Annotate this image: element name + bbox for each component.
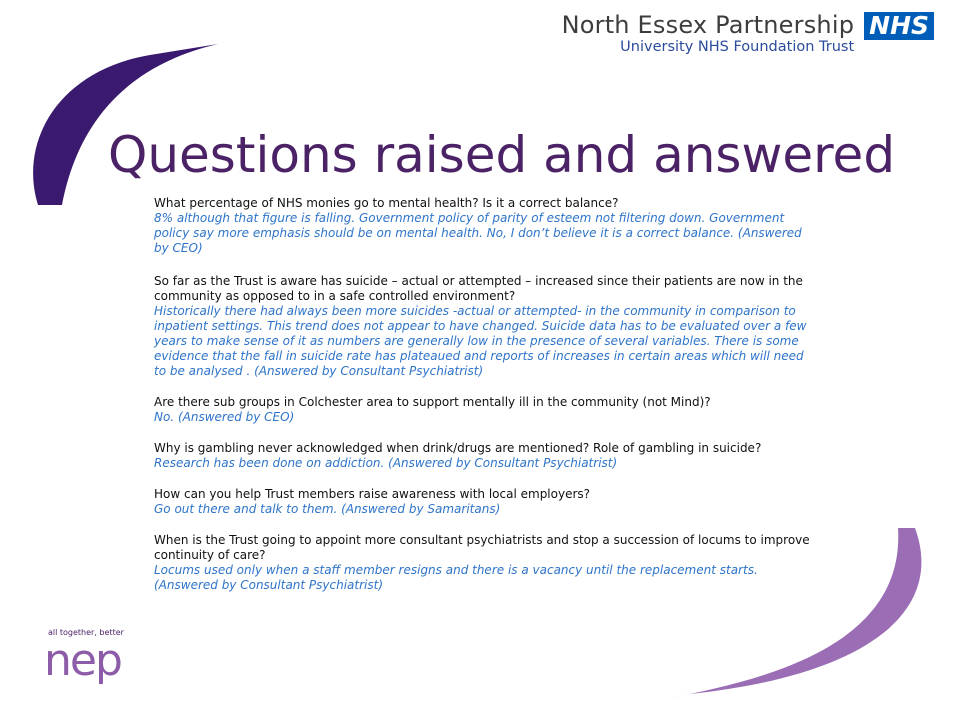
org-name: North Essex Partnership <box>561 11 855 39</box>
nep-logo <box>40 628 140 684</box>
question-text: So far as the Trust is aware has suicide – actual or attempted – increased since their patients are now in the community as opposed to in a safe controlled environment? <box>154 274 803 303</box>
question-text: Are there sub groups in Colchester area to support mentally ill in the community (not Mind)? <box>154 395 711 409</box>
answer-text: Go out there and talk to them. (Answered by Samaritans) <box>154 502 501 516</box>
nep-wordmark: nep <box>44 635 121 686</box>
question-text: When is the Trust going to appoint more consultant psychiatrists and stop a succession of locums to improve continuity of care? <box>154 533 810 562</box>
nep-tagline: all together, better <box>48 628 124 637</box>
answer-text: Research has been done on addiction. (Answered by Consultant Psychiatrist) <box>154 456 618 470</box>
nhs-logo: NHS <box>864 12 934 40</box>
qa-item <box>154 487 814 517</box>
qa-item <box>154 196 814 256</box>
organisation-logo <box>562 10 934 55</box>
answer-text: Historically there had always been more suicides -actual or attempted- in the community in comparison to inpatient settings. This trend does not appear to have changed. Suicide data has to be evaluated over a few years to make sense of it as numbers are generally low in the presence of several variables. There is some evidence that the fall in suicide rate has plateaued and reports of increases in certain areas which will need to be analysed . (Answered by Consultant Psychiatrist) <box>154 304 807 378</box>
qa-item <box>154 441 814 471</box>
answer-text: Locums used only when a staff member resigns and there is a vacancy until the replacement starts. (Answered by Consultant Psychiatrist) <box>154 563 758 592</box>
slide-title: Questions raised and answered <box>108 126 896 184</box>
qa-item <box>154 395 814 425</box>
answer-text: No. (Answered by CEO) <box>154 410 295 424</box>
org-subtitle: University NHS Foundation Trust <box>620 39 855 55</box>
question-text: What percentage of NHS monies go to mental health? Is it a correct balance? <box>154 196 619 210</box>
qa-item <box>154 533 814 593</box>
question-text: Why is gambling never acknowledged when drink/drugs are mentioned? Role of gambling in suicide? <box>154 441 762 455</box>
qa-item <box>154 274 814 379</box>
question-text: How can you help Trust members raise awareness with local employers? <box>154 487 591 501</box>
qa-list <box>154 196 814 609</box>
answer-text: 8% although that figure is falling. Government policy of parity of esteem not filtering down. Government policy say more emphasis should be on mental health. No, I don’t believe it is a correct balance. (Answered by CEO) <box>154 211 802 255</box>
